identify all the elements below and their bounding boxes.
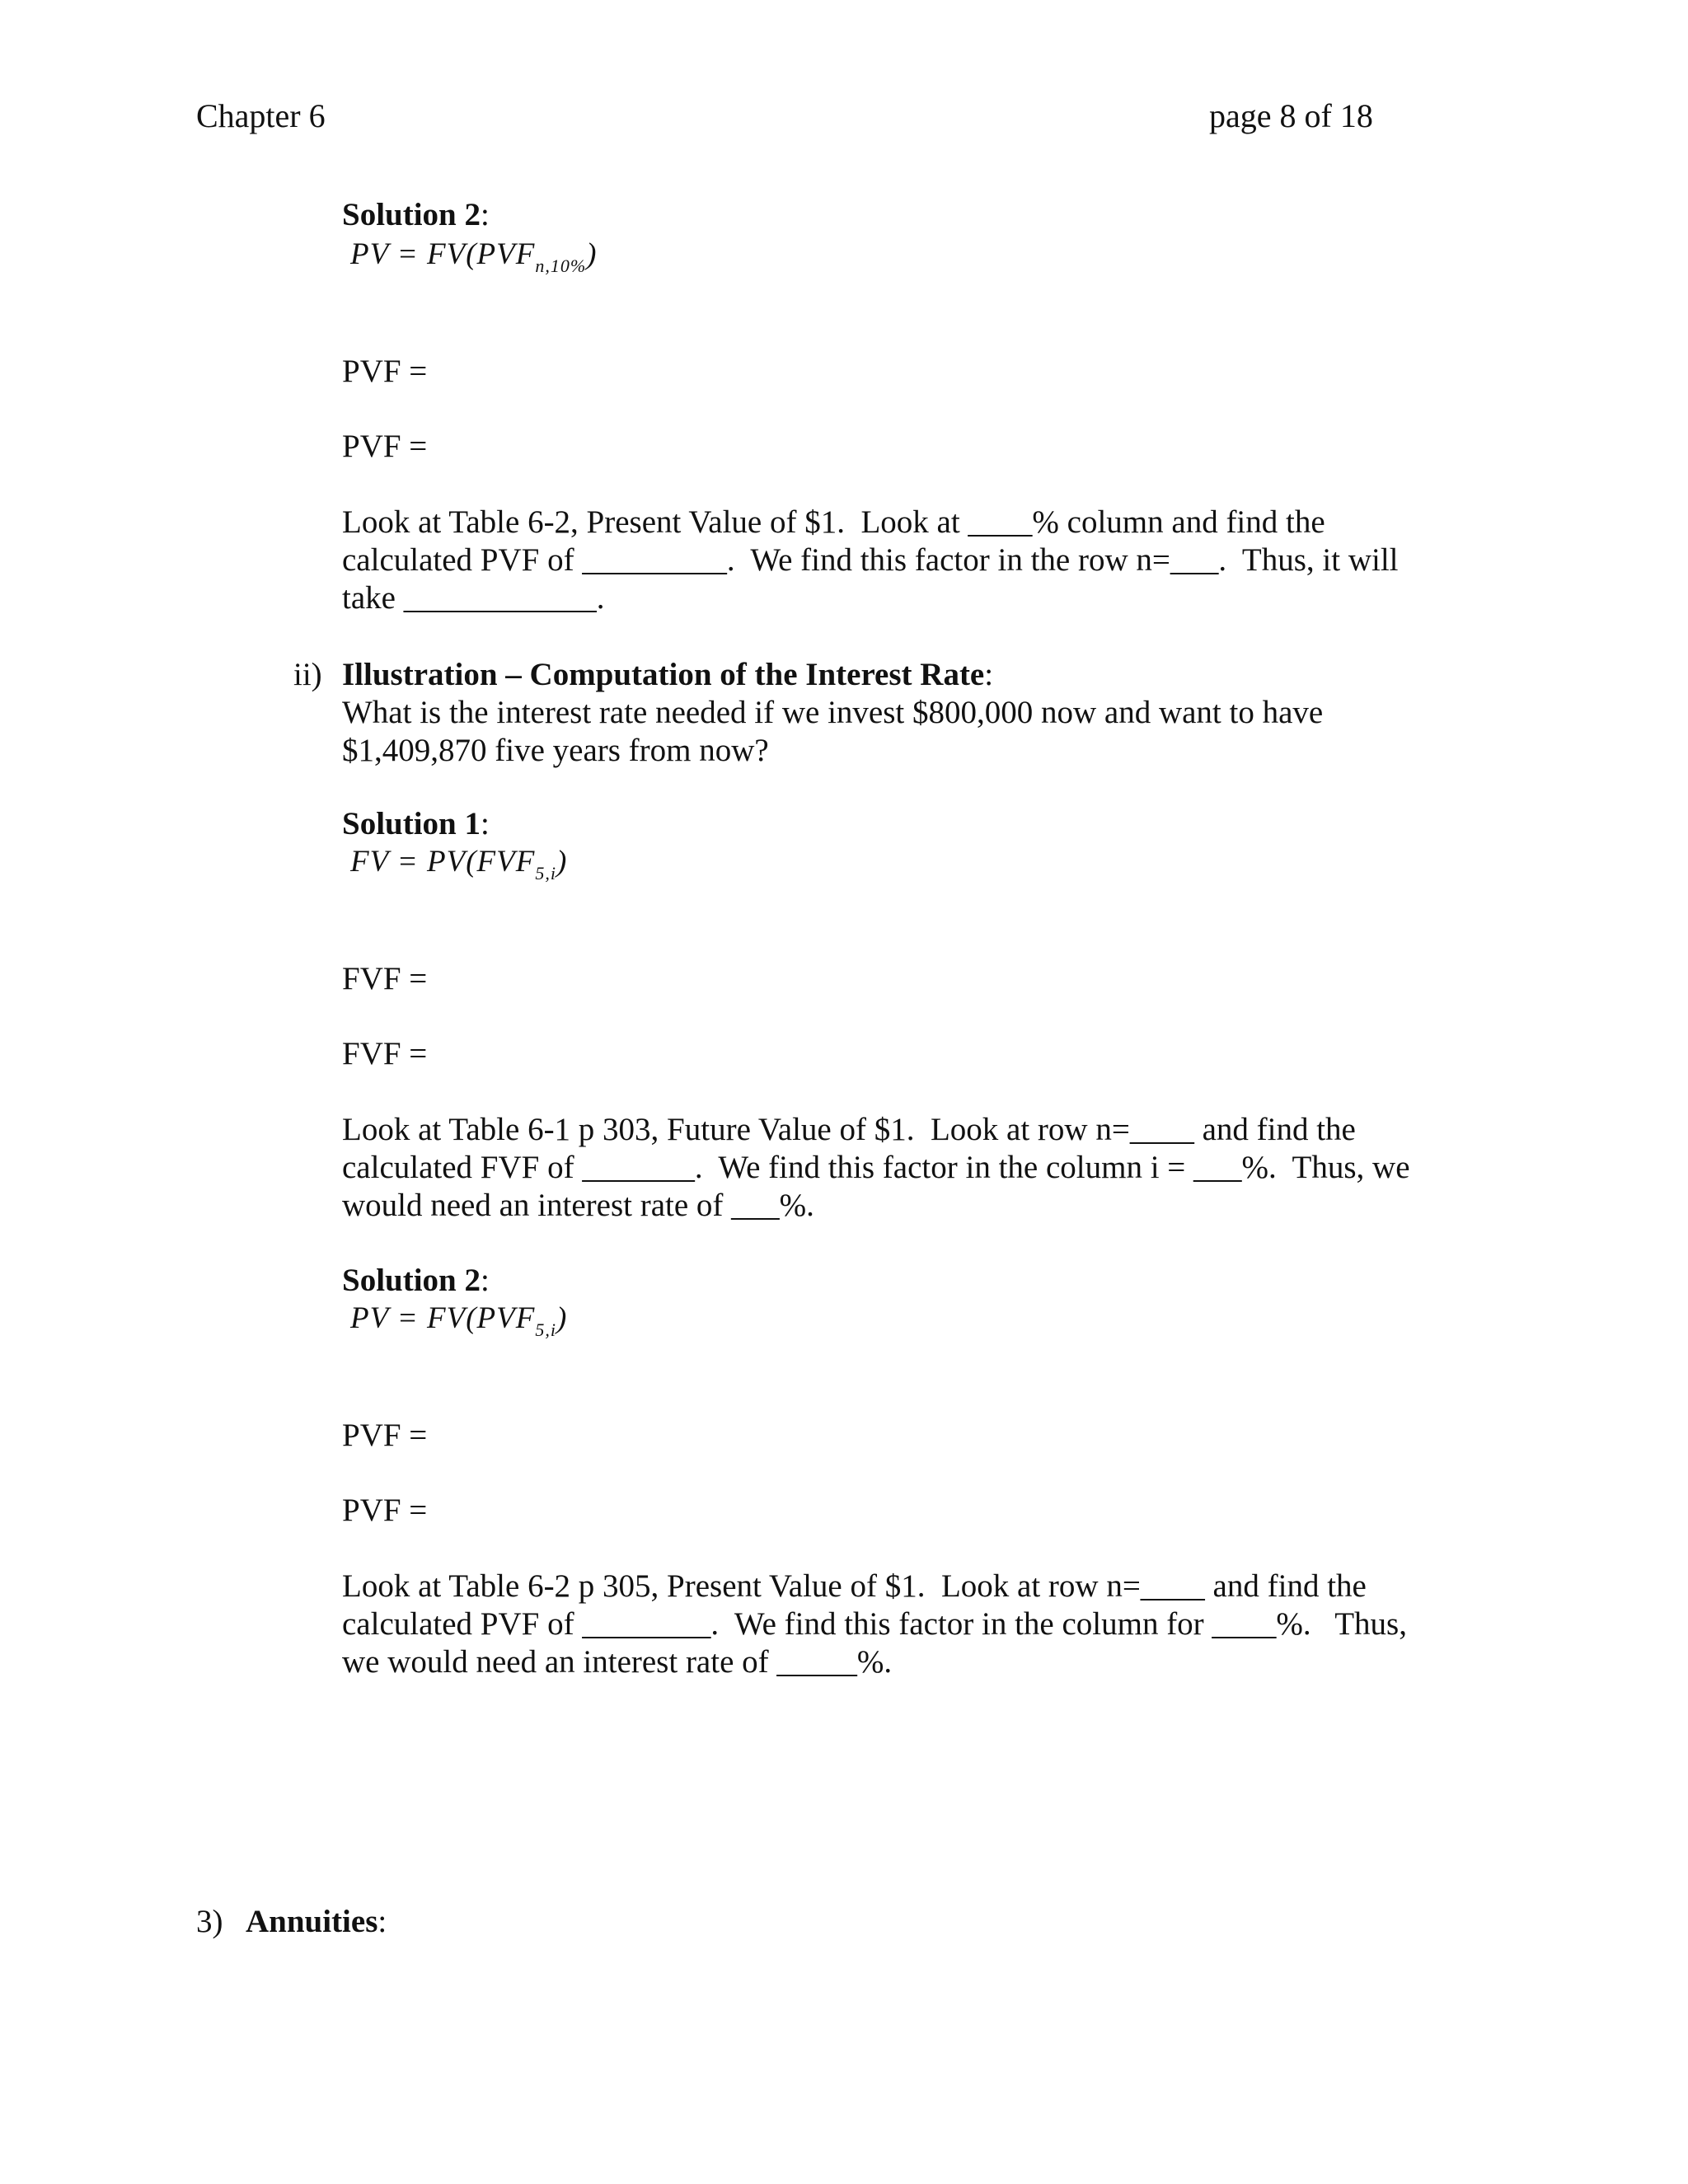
solution-label: Solution 1 [342,806,481,841]
formula-main: FV = PV(FVF [350,845,536,879]
formula-subscript: 5,i [535,1319,556,1340]
solution-label: Solution 2 [342,1263,481,1298]
solution1-heading [342,805,490,843]
annuities-heading [246,1903,387,1941]
paragraph-line: Look at Table 6-2 p 305, Present Value of $1. Look at row n=____ and find the [342,1568,1367,1604]
illustration-title: Illustration – Computation of the Interest Rate [342,657,985,692]
pvf-line: PVF = [342,1418,428,1453]
illustration-colon: : [984,657,994,692]
paragraph-line: Look at Table 6-2, Present Value of $1. Look at ____% column and find the [342,504,1325,540]
solution-colon: : [480,197,490,232]
solution2-first-heading [342,196,490,234]
formula-subscript: n,10% [535,255,587,276]
pvf-line: PVF = [342,429,428,464]
pvf-line: PVF = [342,1493,428,1528]
paragraph-line: Look at Table 6-1 p 303, Future Value of $1. Look at row n=____ and find the [342,1112,1356,1147]
page-number: page 8 of 18 [1209,97,1373,134]
illustration-marker: ii) [293,657,322,692]
solution-colon: : [480,806,490,841]
pv-formula-2 [350,1301,568,1340]
formula-subscript: 5,i [535,863,556,883]
formula-close: ) [586,237,598,271]
paragraph-line: calculated PVF of _________. We find this factor in the row n=___. Thus, it will [342,542,1399,578]
formula-close: ) [556,1301,568,1335]
section-number: 3) [196,1904,223,1939]
fv-formula [350,844,568,883]
paragraph-line: would need an interest rate of ___%. [342,1188,814,1223]
annuities-colon: : [377,1904,387,1939]
annuities-title: Annuities [246,1904,378,1939]
question-line: $1,409,870 five years from now? [342,733,769,768]
solution-colon: : [480,1263,490,1298]
solution-label: Solution 2 [342,197,481,232]
question-line: What is the interest rate needed if we invest $800,000 now and want to have [342,695,1324,730]
formula-main: PV = FV(PVF [350,237,536,271]
formula-close: ) [556,845,568,879]
paragraph-line: take ____________. [342,580,605,616]
illustration-heading [342,656,993,694]
paragraph-line: calculated PVF of ________. We find this factor in the column for ____%. Thus, [342,1606,1407,1642]
pv-formula-1 [350,237,598,276]
fvf-line: FVF = [342,1036,428,1071]
paragraph-line: we would need an interest rate of _____%. [342,1644,893,1680]
formula-main: PV = FV(PVF [350,1301,536,1335]
chapter-label: Chapter 6 [196,97,326,134]
paragraph-line: calculated FVF of _______. We find this factor in the column i = ___%. Thus, we [342,1150,1410,1185]
fvf-line: FVF = [342,961,428,996]
pvf-line: PVF = [342,354,428,389]
solution2-second-heading [342,1262,490,1300]
